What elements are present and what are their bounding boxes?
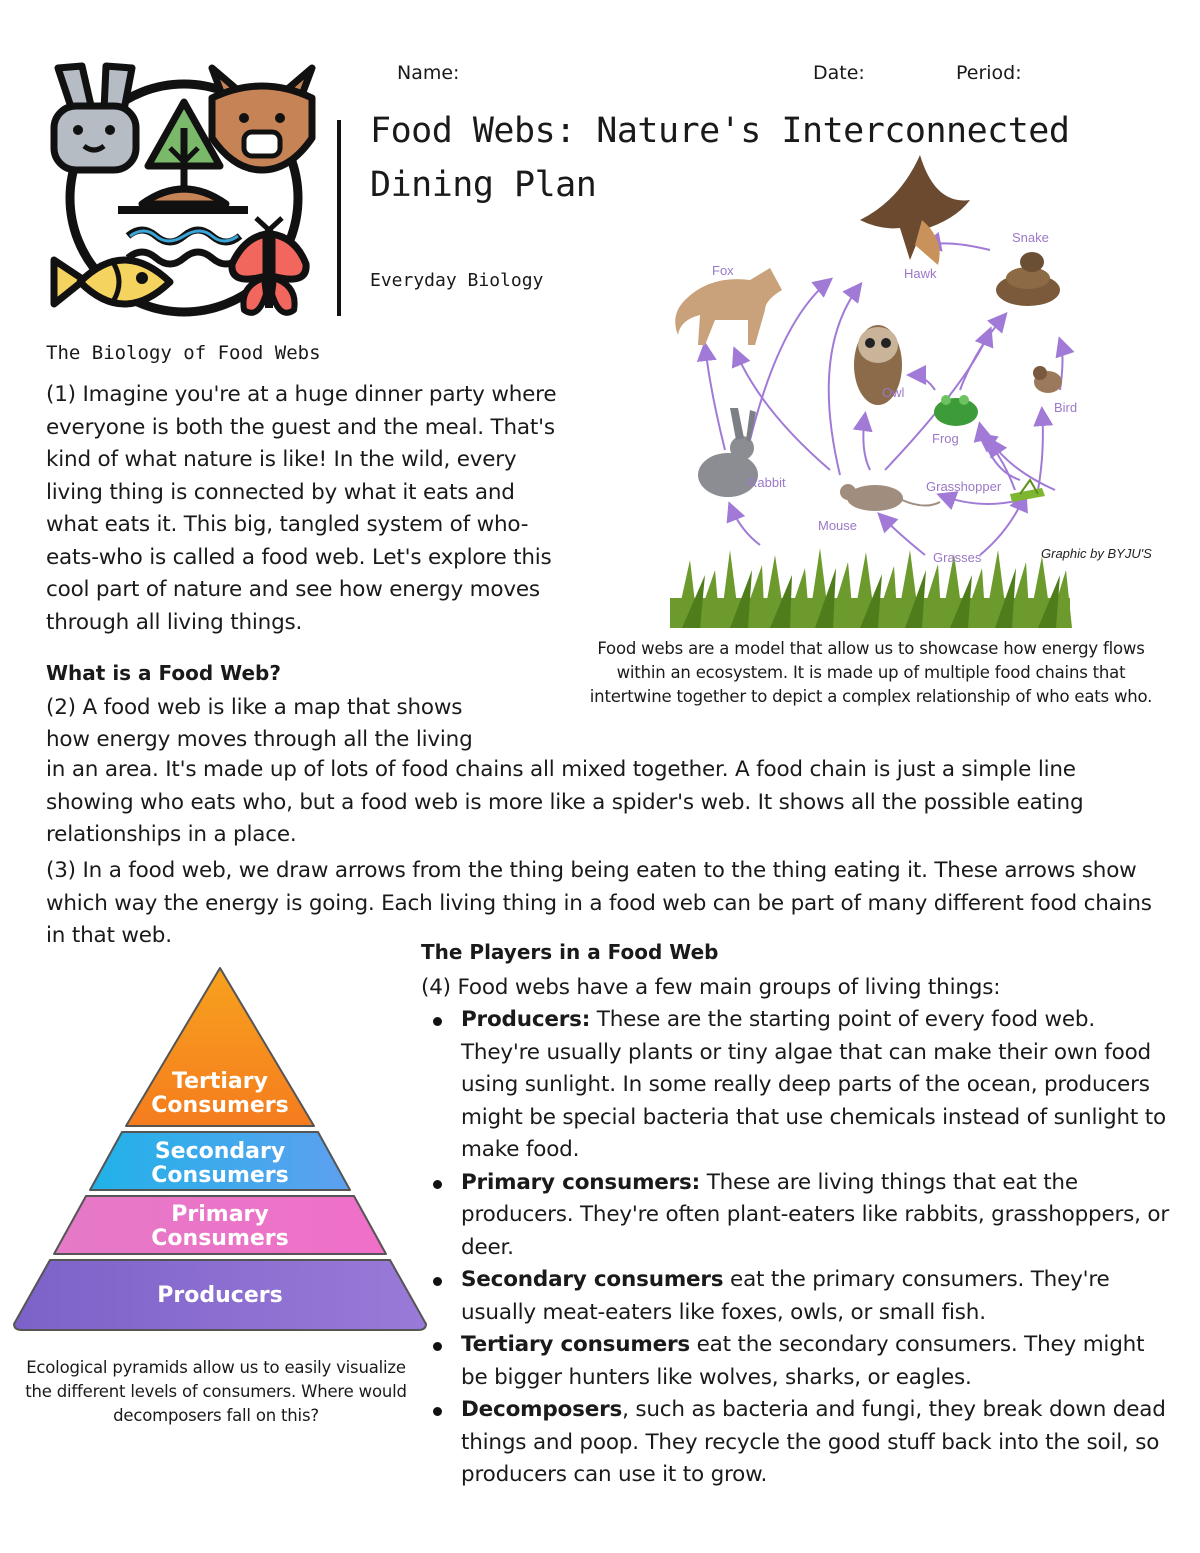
list-item-decomposers: Decomposers, such as bacteria and fungi, they break down dead things and poop. They recycle the good stuff back into the soil, so producers can use it to grow.: [421, 1394, 1171, 1492]
svg-text:Primary: Primary: [171, 1202, 269, 1227]
pyramid-level-secondary: [90, 1132, 350, 1190]
period-label: Period:: [956, 62, 1022, 84]
svg-text:Consumers: Consumers: [151, 1093, 289, 1118]
figure-credit: Graphic by BYJU'S: [1041, 546, 1152, 561]
water-icon: [128, 230, 240, 264]
rabbit-icon: [54, 66, 136, 170]
label-fox: Fox: [712, 263, 734, 278]
bullet-icon: [433, 1017, 442, 1026]
page-title-line-1: Food Webs: Nature's Interconnected: [370, 111, 1070, 151]
frog-icon: [934, 395, 978, 426]
label-snake: Snake: [1012, 230, 1049, 245]
date-label: Date:: [813, 62, 865, 84]
pyramid-level-tertiary: [126, 968, 314, 1126]
pyramid-level-producers: [14, 1260, 426, 1330]
svg-text:Consumers: Consumers: [151, 1163, 289, 1188]
food-web-diagram: [670, 150, 1185, 630]
label-rabbit: Rabbit: [748, 475, 786, 490]
label-hawk: Hawk: [904, 266, 937, 281]
section-heading-players: The Players in a Food Web: [421, 940, 719, 964]
list-item-secondary-consumers: Secondary consumers eat the primary consumers. They're usually meat-eaters like foxes, owls, or small fish.: [421, 1264, 1171, 1329]
section-heading-biology: The Biology of Food Webs: [46, 342, 321, 364]
ecological-pyramid: [8, 962, 432, 1336]
paragraph-3: (3) In a food web, we draw arrows from the thing being eaten to the thing eating it. These arrows show which way the energy is going. Each living thing in a food web can be part of many different food chains in that web.: [46, 858, 1152, 948]
svg-text:Consumers: Consumers: [151, 1226, 289, 1251]
svg-text:Secondary: Secondary: [154, 1139, 286, 1164]
paragraph-2-line-1: (2) A food web is like a map that shows: [46, 695, 463, 720]
fox-animal-icon: [675, 268, 782, 345]
bird-icon: [1033, 366, 1062, 393]
pyramid-level-primary: [54, 1196, 386, 1254]
label-grasshopper: Grasshopper: [926, 479, 1002, 494]
pyramid-caption: Ecological pyramids allow us to easily visualize the different levels of consumers. Where would decomposers fall on this?: [25, 1358, 407, 1425]
svg-text:Producers: Producers: [157, 1283, 283, 1308]
label-owl: Owl: [882, 385, 905, 400]
page-subtitle: Everyday Biology: [370, 270, 544, 291]
bullet-icon: [433, 1180, 442, 1189]
players-intro: (4) Food webs have a few main groups of living things:: [421, 975, 1001, 1000]
header-divider: [337, 120, 341, 316]
food-web-animals-icon: [44, 58, 324, 328]
hawk-icon: [860, 155, 970, 265]
snake-icon: [996, 252, 1060, 306]
bullet-icon: [433, 1342, 442, 1351]
mouse-icon: [840, 484, 940, 511]
name-label: Name:: [397, 62, 460, 84]
svg-text:Tertiary: Tertiary: [172, 1069, 268, 1094]
page-title-line-2: Dining Plan: [370, 165, 597, 205]
list-item-producers: Producers: These are the starting point of every food web. They're usually plants or tiny algae that can make their own food using sunlight. In some really deep parts of the ocean, producers might be special bacteria that use chemicals instead of sunlight to make food.: [421, 1004, 1171, 1167]
bullet-icon: [433, 1407, 442, 1416]
players-list: [421, 1004, 1171, 1492]
list-item-primary-consumers: Primary consumers: These are living things that eat the producers. They're often plant-eaters like rabbits, grasshoppers, or deer.: [421, 1167, 1171, 1265]
label-frog: Frog: [932, 431, 959, 446]
paragraph-2-line-2: how energy moves through all the living: [46, 727, 473, 752]
label-bird: Bird: [1054, 400, 1078, 415]
paragraph-1: (1) Imagine you're at a huge dinner party where everyone is both the guest and the meal. That's kind of what nature is like! In the wild, every living thing is connected by what it eats and what eats it. This big, tangled system of who-eats-who is called a food web. Let's explore this cool part of nature and see how energy moves through all living things.: [46, 382, 557, 635]
list-item-tertiary-consumers: Tertiary consumers eat the secondary consumers. They might be bigger hunters like wolves, sharks, or eagles.: [421, 1329, 1171, 1394]
fox-icon: [212, 68, 312, 170]
section-heading-what-is: What is a Food Web?: [46, 661, 281, 685]
label-mouse: Mouse: [818, 518, 858, 533]
food-web-caption: Food webs are a model that allow us to showcase how energy flows within an ecosystem. It is made up of multiple food chains that intertwine together to depict a complex relationship of who eats who.: [589, 639, 1153, 706]
fish-icon: [54, 260, 170, 304]
label-grasses: Grasses: [933, 550, 982, 565]
grasses-illustration: [670, 548, 1072, 628]
bullet-icon: [433, 1277, 442, 1286]
paragraph-2-rest: in an area. It's made up of lots of food chains all mixed together. A food chain is just a simple line showing who eats who, but a food web is more like a spider's web. It shows all the possible eating relationships in a place.: [46, 757, 1084, 847]
